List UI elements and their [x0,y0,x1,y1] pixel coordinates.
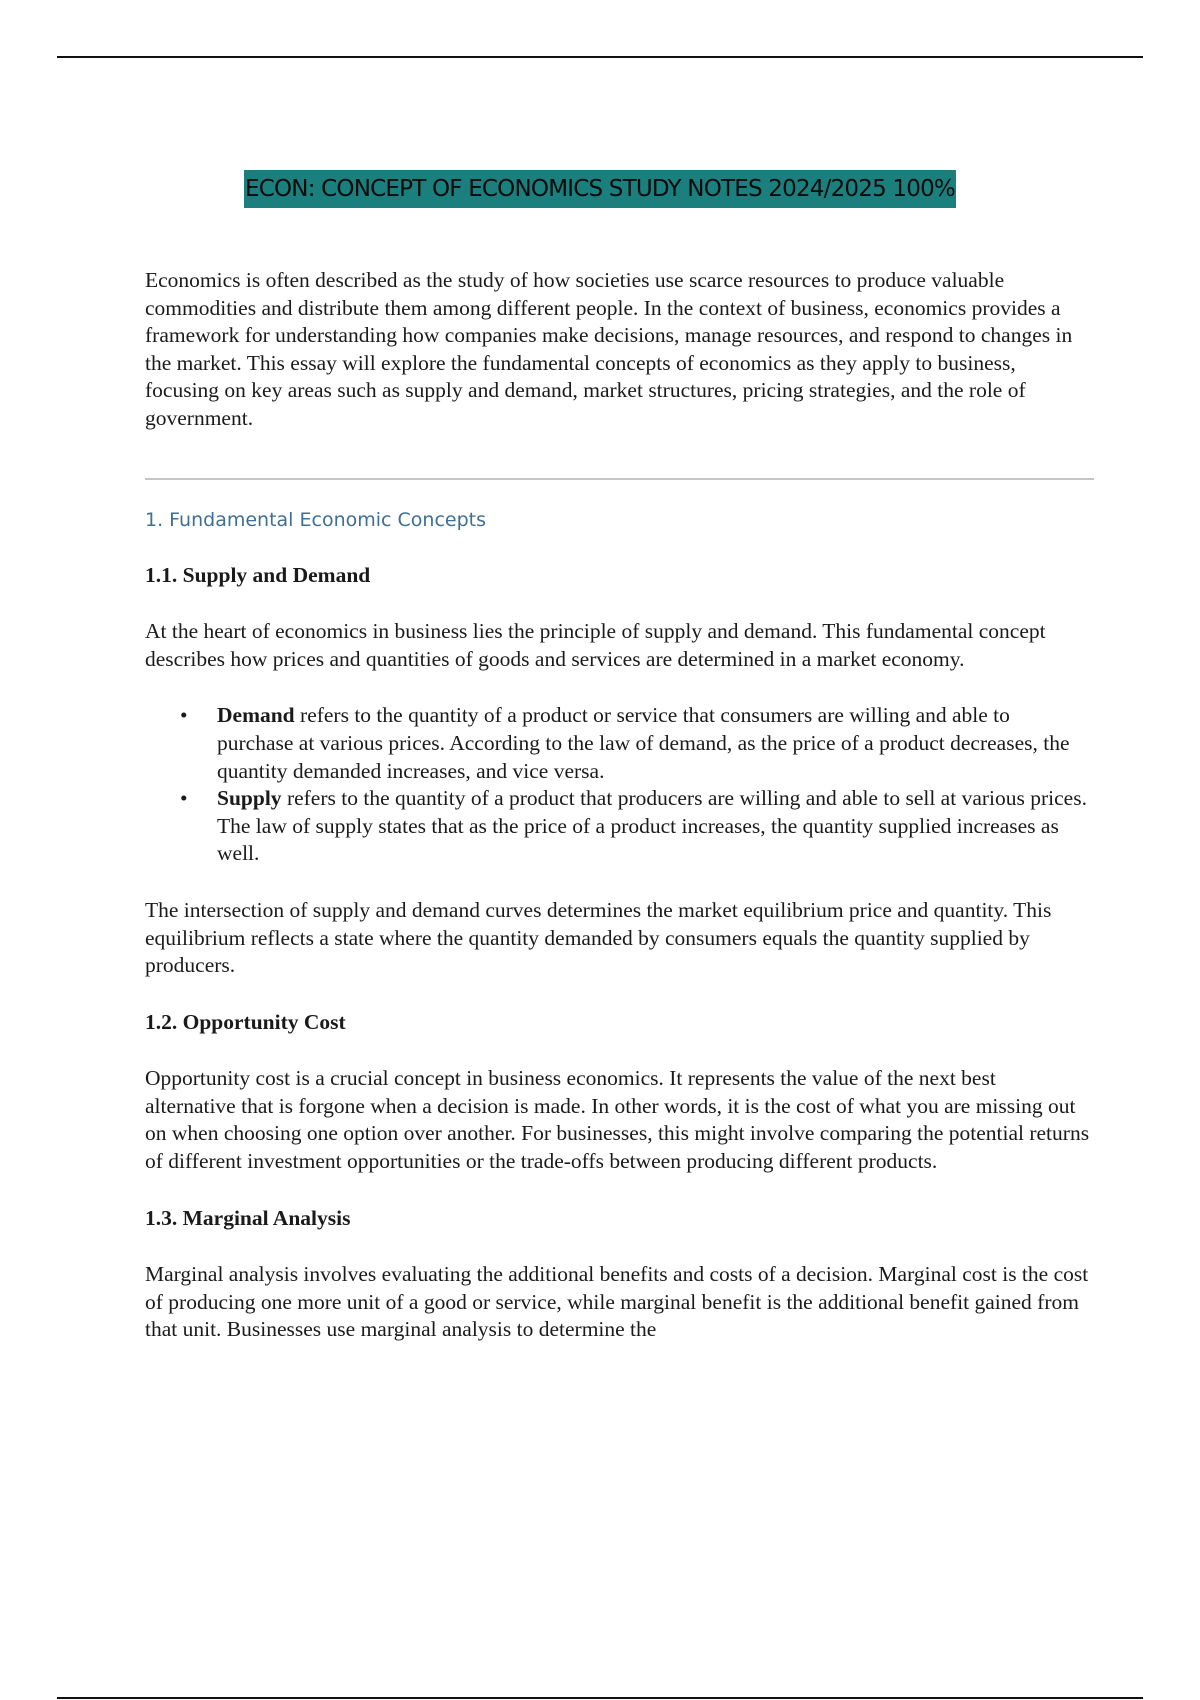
term-demand: Demand [217,703,295,728]
section-divider [145,478,1094,480]
footer-rule [57,1697,1143,1699]
term-supply: Supply [217,786,282,811]
opportunity-cost-paragraph: Opportunity cost is a crucial concept in business economics. It represents the value of the next best alternative that is forgone when a decision is made. In other words, it is the cost of what you are missing out on when choosing one option over another. For businesses, this might involve comparing the potential returns of different investment opportunities or the trade-offs between producing different products. [145,1066,1090,1174]
bullet-icon: • [180,703,188,728]
supply-demand-list [145,702,1090,868]
intro-paragraph: Economics is often described as the study of how societies use scarce resources to produce valuable commodities and distribute them among different people. In the context of business, economics provides a framework for understanding how companies make decisions, manage resources, and respond to changes in the market. This essay will explore the fundamental concepts of economics as they apply to business, focusing on key areas such as supply and demand, market structures, pricing strategies, and the role of government. [145,268,1073,430]
header-rule [57,56,1143,58]
equilibrium-paragraph: The intersection of supply and demand curves determines the market equilibrium price and quantity. This equilibrium reflects a state where the quantity demanded by consumers equals the quantity supplied by producers. [145,897,1052,978]
section-heading: 1. Fundamental Economic Concepts [145,508,486,531]
supply-demand-paragraph: At the heart of economics in business lies the principle of supply and demand. This fundamental concept describes how prices and quantities of goods and services are determined in a market economy. [145,619,1046,671]
demand-definition: refers to the quantity of a product or service that consumers are willing and able to purchase at various prices. According to the law of demand, as the price of a product decreases, the quantity demanded increases, and vice versa. [217,703,1070,783]
marginal-analysis-paragraph: Marginal analysis involves evaluating the additional benefits and costs of a decision. Marginal cost is the cost of producing one more unit of a good or service, while marginal benefit is the additional benefit gained from that unit. Businesses use marginal analysis to determine the [145,1262,1089,1342]
subsection-heading-opportunity-cost: 1.2. Opportunity Cost [145,1009,346,1034]
document-body [145,267,1090,1344]
document-title: ECON: CONCEPT OF ECONOMICS STUDY NOTES 2024/2025 100% [244,170,956,208]
subsection-heading-marginal-analysis: 1.3. Marginal Analysis [145,1205,351,1230]
supply-definition: refers to the quantity of a product that producers are willing and able to sell at various prices. The law of supply states that as the price of a product increases, the quantity supplied increases as well. [217,786,1087,866]
title-container [0,170,1200,208]
subsection-heading-supply-demand: 1.1. Supply and Demand [145,562,371,587]
list-item-demand [180,702,1090,785]
bullet-icon: • [180,786,188,811]
list-item-supply [180,785,1090,868]
